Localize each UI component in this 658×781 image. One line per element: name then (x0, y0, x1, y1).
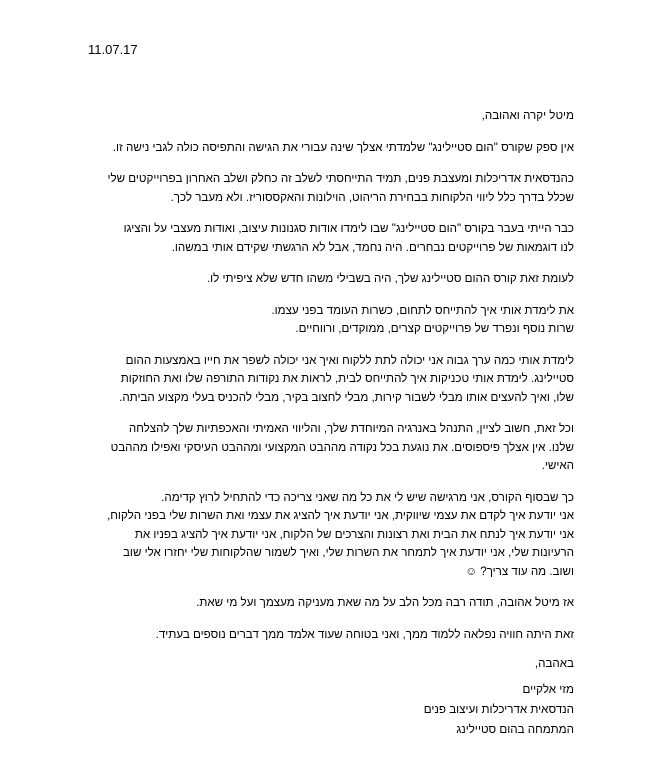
text-line: אין ספק שקורס "הום סטיילינג" שלמדתי אצלך שינה עבורי את הגישה והתפיסה כולה לגבי נישה זו. (112, 140, 574, 154)
signature-name: מזי אלקיים (522, 683, 574, 696)
text-line: כהנדסאית אדריכלות ומעצבת פנים, תמיד התייחסתי לשלב זה כחלק ושלב האחרון בפרוייקטים שלי (107, 172, 574, 185)
text-line: כבר הייתי בעבר בקורס "הום סטיילינג" שבו לימדו אודות סגנונות עיצוב, ואודות מעצבי על והציגו (123, 222, 574, 235)
paragraph-5 (64, 302, 574, 339)
paragraph-10 (64, 626, 574, 645)
closing: באהבה, (534, 657, 574, 670)
paragraph-4 (64, 270, 574, 289)
text-line: את לימדת אותי איך להתייחס לתחום, כשרות העומד בפני עצמו. (271, 303, 574, 317)
text-line: אני יודעת איך לנתח את הבית ואת רצונות והצרכים של הלקוח, אני יודעת איך להציג בפניו את (134, 527, 574, 541)
text-line: הרעיונות שלי, אני יודעת איך לתמחר את השרות שלי, ואיך לשמור שהלקוחות שלי יחזרו אלי שוב (123, 546, 574, 559)
signature-title: הנדסאית אדריכלות ועיצוב פנים (423, 703, 574, 716)
text-line: שכלל בדרך כלל ליווי הלקוחות בבחירת הריהוט, הוילונות והאקססוריז. ולא מעבר לכך. (170, 190, 574, 204)
text-line: האישי. (541, 459, 574, 472)
text-line: לעומת זאת קורס ההום סטיילינג שלך, היה בשבילי משהו חדש שלא ציפיתי לו. (206, 272, 574, 285)
greeting-line: מיטל יקרה ואהובה, (481, 109, 574, 122)
text-line: כך שבסוף הקורס, אני מרגישה שיש לי את כל מה שאני צריכה כדי להתחיל לרוץ קדימה. (161, 490, 574, 504)
text-line: זאת היתה חוויה נפלאה ללמוד ממך, ואני בטוחה שעוד אלמד ממך דברים נוספים בעתיד. (155, 627, 574, 641)
text-line: אז מיטל אהובה, תודה רבה מכל הלב על מה שאת מעניקה מעצמך ועל מי שאת. (196, 596, 574, 609)
greeting (64, 107, 574, 126)
letter-date: 11.07.17 (88, 42, 138, 57)
letter-body (64, 107, 574, 657)
text-line: לנו דוגמאות של פרוייקטים נבחרים. היה נחמד, אבל לא הרגשתי שקידם אותי במשהו. (171, 240, 574, 254)
signature-specialty: המתמחה בהום סטיילינג (456, 723, 574, 736)
text-line: שלו, ואיך להעצים אותו מבלי לשבור קירות, מבלי לחצוב בקיר, מבלי להכניס בעלי מקצוע הביתה. (119, 390, 574, 404)
text-line: סטיילינג. לימדת אותי טכניקות איך להתייחס לבית, לראות את נקודות התורפה שלו ואת החוזקות (120, 372, 574, 385)
signature-block (424, 680, 574, 740)
text-line: שלנו. אין אצלך פיספוסים. את נוגעת בכל נקודה מההבט המקצועי ומההבט העיסקי ואפילו מההבט (110, 440, 574, 454)
paragraph-3 (64, 220, 574, 257)
text-line: ושוב. מה עוד צריך? ☺ (465, 564, 574, 578)
paragraph-7 (64, 420, 574, 476)
paragraph-6 (64, 352, 574, 408)
paragraph-2 (64, 170, 574, 207)
text-line: שרות נוסף ונפרד של פרוייקטים קצרים, ממוקדים, ורווחיים. (295, 322, 574, 335)
text-line: וכל זאת, חשוב לציין, התנהל באנרגיה המיוחדת שלך, והליווי האמיתי והאכפתיות שלך להצלחה (128, 422, 574, 435)
text-line: אני יודעת איך לקדם את עצמי שיווקית, אני יודעת איך להציג את עצמי ואת השרות שלי בפני הלקוח, (107, 509, 574, 522)
paragraph-8 (64, 489, 574, 582)
paragraph-1 (64, 139, 574, 158)
text-line: לימדת אותי כמה ערך גבוה אני יכולה לתת ללקוח ואיך אני יכולה לשפר את חייו באמצעות ההום (125, 353, 574, 367)
paragraph-9 (64, 594, 574, 613)
